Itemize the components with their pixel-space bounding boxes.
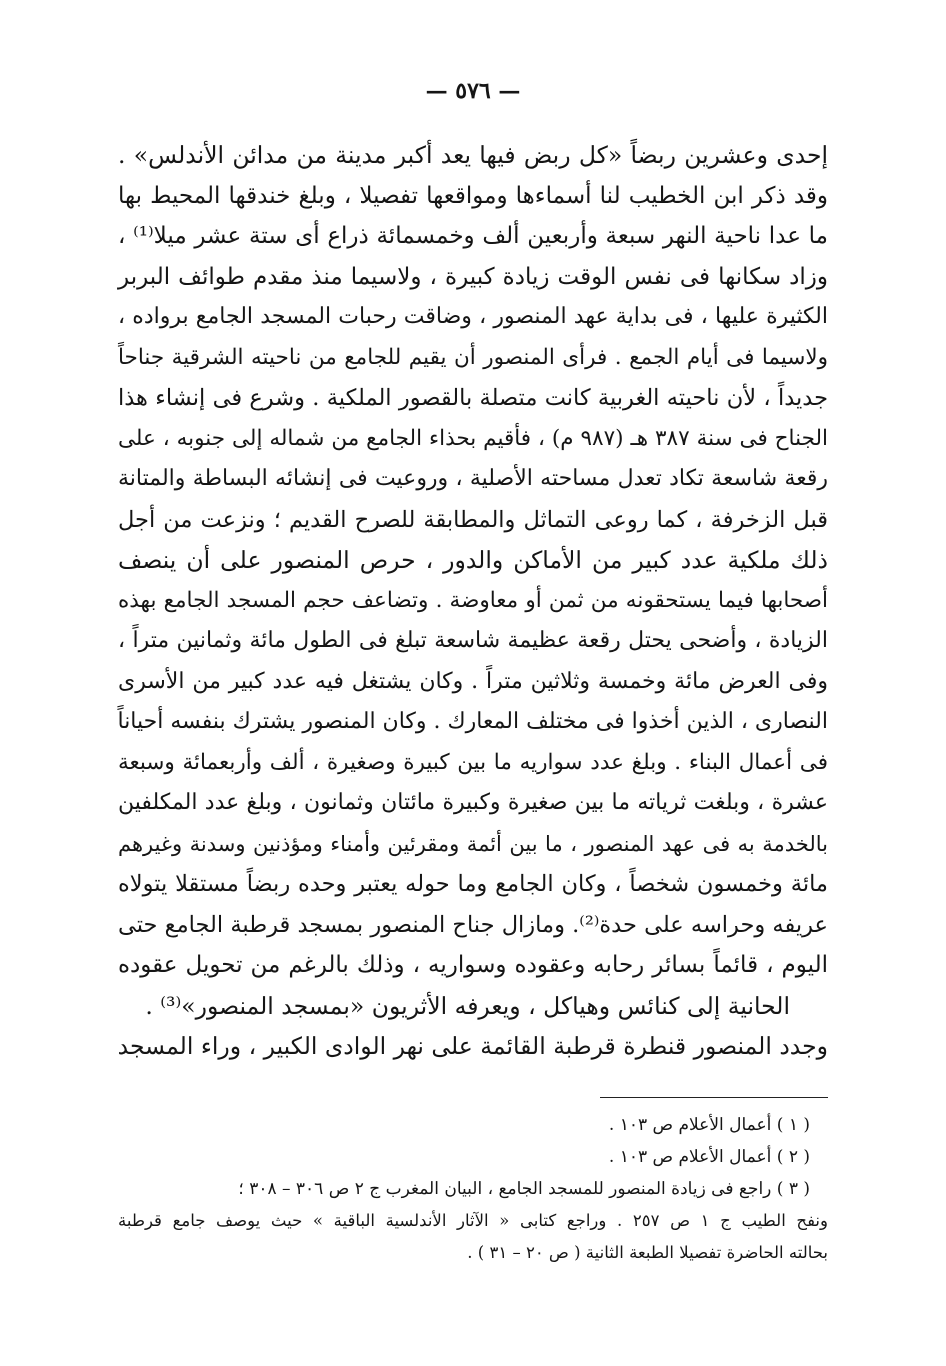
text-line: وقد ذكر ابن الخطيب لنا أسماءها ومواقعها تفصيلا ، وبلغ خندقها المحيط بها [118,182,828,209]
text-line: وفى العرض مائة وخمسة وثلاثين متراً . وكان يشتغل فيه عدد كبير من الأسرى [118,668,828,694]
text-line: عشرة ، وبلغت ثرياته ما بين صغيرة وكبيرة مائتان وثمانون ، وبلغ عدد المكلفين [118,790,828,815]
text-line: ولاسيما فى أيام الجمع . فرأى المنصور أن يقيم للجامع من ناحيته الشرقية جناحاً [118,344,828,370]
text-line: وجدد المنصور قنطرة قرطبة القائمة على نهر الوادى الكبير ، وراء المسجد [117,1032,828,1060]
text-line: الزيادة ، وأضحى يحتل رقعة عظيمة شاسعة تبلغ فى الطول مائة وثمانين متراً ، [118,628,828,653]
text-line: جديداً ، لأن ناحيته الغربية كانت متصلة بالقصور الملكية . وشرع فى إنشاء هذا [118,385,828,411]
text-line: وزاد سكانها فى نفس الوقت زيادة كبيرة ، ولاسيما منذ مقدم طوائف البربر [118,263,828,290]
text-line: ذلك ملكية عدد كبير من الأماكن والدور ، حرص المنصور على أن ينصف [118,546,828,574]
text-line: رقعة شاسعة تكاد تعدل مساحته الأصلية ، وروعيت فى إنشائه البساطة والمتانة [118,466,828,491]
footnote-divider [600,1097,828,1098]
text-line: مائة وخمسون شخصاً ، وكان الجامع وما حوله يعتبر وحده ربضاً مستقلا يتولاه [118,871,828,897]
text-line: أصحابها فيما يستحقونه من ثمن أو معاوضة . وتضاعف حجم المسجد الجامع بهذه [118,587,828,613]
text-line: فى أعمال البناء . وبلغ عدد سواريه ما بين كبيرة وصغيرة ، ألف وأربعمائة وسبعة [118,749,828,775]
body-text [118,135,828,1067]
text-line: قبل الزخرفة ، كما روعى التماثل والمطابقة للصرح القديم ؛ ونزعت من أجل [118,506,828,533]
footnote-2: ( ٢ ) أعمال الأعلام ص ١٠٣ . [608,1147,810,1167]
text-line: النصارى ، الذين أخذوا فى مختلف المعارك . وكان المنصور يشترك بنفسه أحياناً [117,709,828,734]
footnote-1: ( ١ ) أعمال الأعلام ص ١٠٣ . [608,1115,810,1135]
text-line: اليوم ، قائماً بسائر رحابه وعقوده وسواريه ، وذلك بالرغم من تحويل عقوده [118,952,828,978]
text-line: الجناح فى سنة ٣٨٧ هـ (٩٨٧ م) ، فأقيم بحذاء الجامع من شماله إلى جنوبه ، على [118,425,828,451]
text-line: عريفه وحراسه على حدة⁽²⁾. ومازال جناح المنصور بمسجد قرطبة الجامع حتى [118,911,828,938]
footnotes [118,1109,828,1269]
text-line: ما عدا ناحية النهر سبعة وأربعين ألف وخمسمائة ذراع أى ستة عشر ميلا⁽¹⁾ ، [118,223,828,249]
text-line: إحدى وعشرين ربضاً «كل ربض فيها يعد أكبر مدينة من مدائن الأندلس» . [118,141,828,169]
text-line-paragraph-end: الحانية إلى كنائس وهياكل ، ويعرفه الأثريون «بمسجد المنصور»⁽³⁾ . [145,991,790,1020]
footnote-3-continuation: بحالته الحاضرة تفصيلا الطبعة الثانية ( ص ٢٠ – ٣١ ) . [467,1243,828,1262]
text-line: الكثيرة عليها ، فى بداية عهد المنصور ، وضاقت رحبات المسجد الجامع برواده ، [118,304,828,329]
page-number: — ٥٧٦ — [425,78,521,104]
text-line: بالخدمة به فى عهد المنصور ، ما بين أئمة ومقرئين وأمناء ومؤذنين وسدنة وغيرهم [118,831,828,856]
footnote-3-continuation: ونفح الطيب ج ١ ص ٢٥٧ . وراجع كتابى « الآثار الأندلسية الباقية » حيث يوصف جامع قرطبة [118,1211,828,1230]
footnote-3: ( ٣ ) راجع فى زيادة المنصور للمسجد الجامع ، البيان المغرب ج ٢ ص ٣٠٦ – ٣٠٨ ؛ [238,1179,810,1199]
